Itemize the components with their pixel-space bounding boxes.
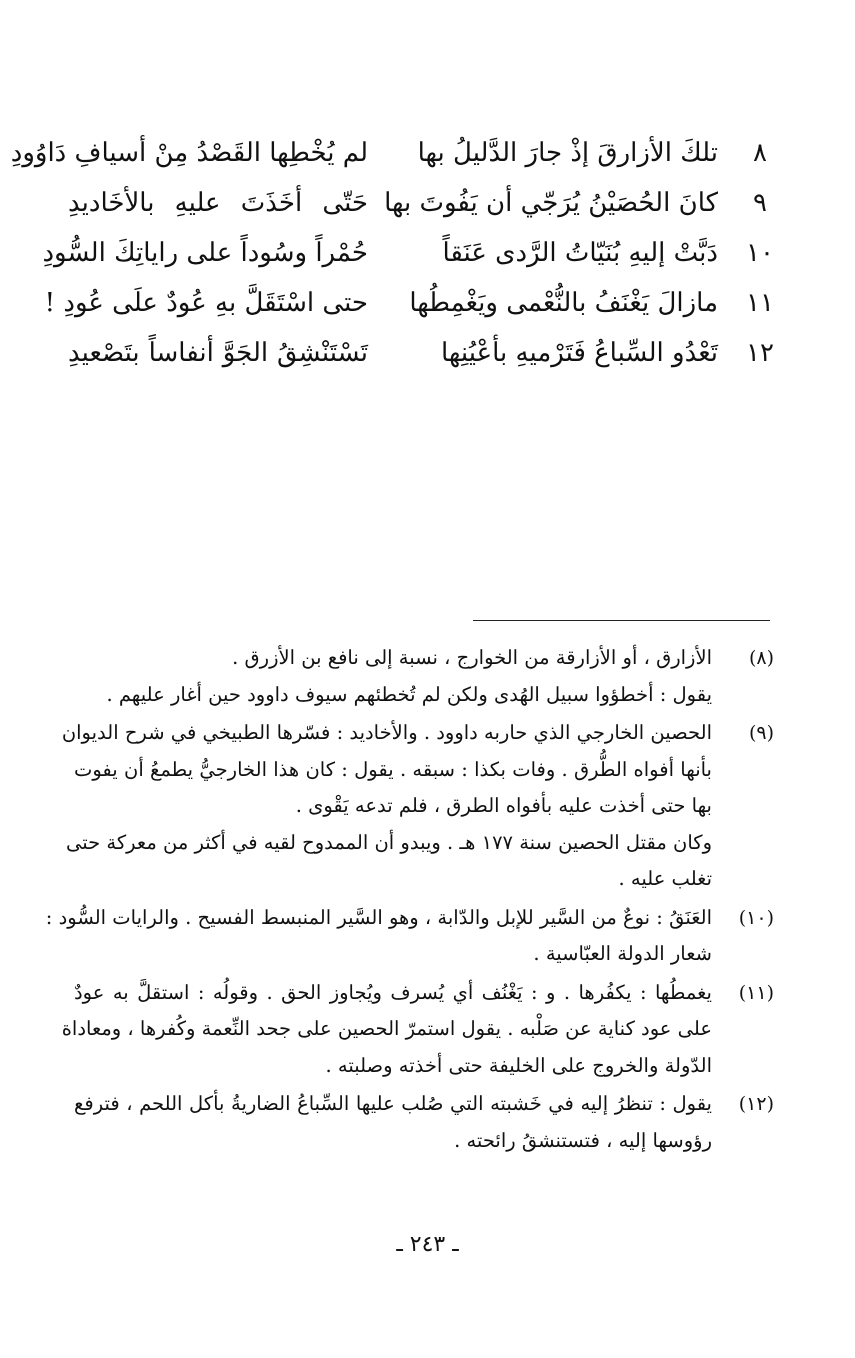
footnote-10 <box>45 900 774 973</box>
footnote-number: (١٠) <box>738 906 774 929</box>
verse-second-hemistich: حَتّى أخَذَتَ عليهِ بالأخَاديدِ <box>68 188 368 218</box>
verse-number: ٩ <box>753 188 767 218</box>
verse-first-hemistich: تلكَ الأزارقَ إذْ جارَ الدَّليلُ بها <box>417 138 718 168</box>
verse-first-hemistich: مازالَ يَغْنَفُ بالنُّعْمى ويَغْمِطُها <box>409 288 718 318</box>
verse-number: ١٠ <box>746 238 774 268</box>
verse-number: ١١ <box>746 288 774 318</box>
verse-11 <box>44 278 780 328</box>
footnote-number: (١٢) <box>738 1093 774 1115</box>
verse-9 <box>60 178 780 228</box>
footnote-line: يغمطُها : يكفُرها . و : يَغْنُف أي يُسرف ويُجاوز الحق . وقولُه : استقلَّ به عودٌ <box>74 980 712 1004</box>
verse-8 <box>10 128 780 178</box>
verse-second-hemistich: حُمْراً وسُوداً على راياتِكَ السُّودِ <box>42 238 368 268</box>
footnote-number: (١١) <box>738 981 774 1004</box>
verse-first-hemistich: كانَ الحُصَيْنُ يُرَجّي أن يَفُوتَ بها <box>384 188 718 218</box>
footnote-number: (٩) <box>748 722 774 744</box>
verse-number: ٨ <box>753 138 767 168</box>
verse-second-hemistich: حتى اسْتَقَلَّ بهِ عُودٌ علَى عُودِ ! <box>44 288 368 318</box>
page-number: ـ ٢٤٣ ـ <box>396 1232 459 1257</box>
footnote-line: على عود كناية عن صَلْبه . يقول استمرّ الحصين على جحد النِّعمة وكُفرها ، ومعاداة <box>61 1017 712 1040</box>
poem-verses <box>10 128 780 378</box>
verse-second-hemistich: تَسْتَنْشِقُ الجَوَّ أنفاساً بتَصْعيدِ <box>68 338 368 368</box>
footnote-11 <box>61 975 774 1085</box>
footnote-number: (٨) <box>748 647 774 669</box>
footnote-line: تغلب عليه . <box>618 867 712 890</box>
verse-second-hemistich: لم يُخْطِها القَصْدُ مِنْ أسيافِ دَاوُودِ <box>10 138 368 168</box>
verse-first-hemistich: تَعْدُو السِّباعُ فَتَرْميهِ بأعْيُنِها <box>441 338 718 368</box>
verse-12 <box>60 328 780 378</box>
footnote-line: بها حتى أخذت عليه بأفواه الطرق ، فلم تدعه يَقْوى . <box>295 794 712 817</box>
footnote-9 <box>61 715 774 898</box>
footnote-line: يقول : تنظرُ إليه في خَشبته التي صُلب عليها السِّباعُ الضاريةُ بأكل اللحم ، فترفع <box>74 1092 712 1115</box>
footnote-line: الأزارق ، أو الأزارقة من الخوارج ، نسبة إلى نافع بن الأزرق . <box>232 646 712 669</box>
footnote-line: العَنَقُ : نوعٌ من السَّير للإبل والدّابة ، وهو السَّير المنبسط الفسيح . والرايات السُّود : <box>45 905 712 929</box>
verse-10 <box>42 228 780 278</box>
verse-first-hemistich: دَبَّتْ إليهِ بُنَيّاتُ الرَّدى عَنَقاً <box>442 238 718 268</box>
verse-number: ١٢ <box>746 338 774 368</box>
footnote-12 <box>74 1086 774 1159</box>
footnote-line: شعار الدولة العبّاسية . <box>533 942 712 965</box>
footnote-line: الدّولة والخروج على الخليفة حتى أخذته وصلبته . <box>325 1053 712 1077</box>
footnote-line: الحصين الخارجي الذي حاربه داوود . والأخاديد : فسّرها الطبيخي في شرح الديوان <box>61 721 712 744</box>
footnote-8 <box>74 640 774 713</box>
footnotes <box>45 640 774 1161</box>
footnote-line: رؤوسها إليه ، فتستنشقُ رائحته . <box>454 1128 712 1152</box>
footnote-line: وكان مقتل الحصين سنة ١٧٧ هـ . ويبدو أن الممدوح لقيه في أكثر من معركة حتى <box>66 830 712 854</box>
footnote-separator <box>473 620 770 621</box>
footnote-line: يقول : أخطؤوا سبيل الهُدى ولكن لم تُخطئهم سيوف داوود حين أغار عليهم . <box>106 682 712 706</box>
footnote-line: بأنها أفواه الطُّرق . وفات بكذا : سبقه . يقول : كان هذا الخارجيُّ يطمعُ أن يفوت <box>74 757 712 781</box>
